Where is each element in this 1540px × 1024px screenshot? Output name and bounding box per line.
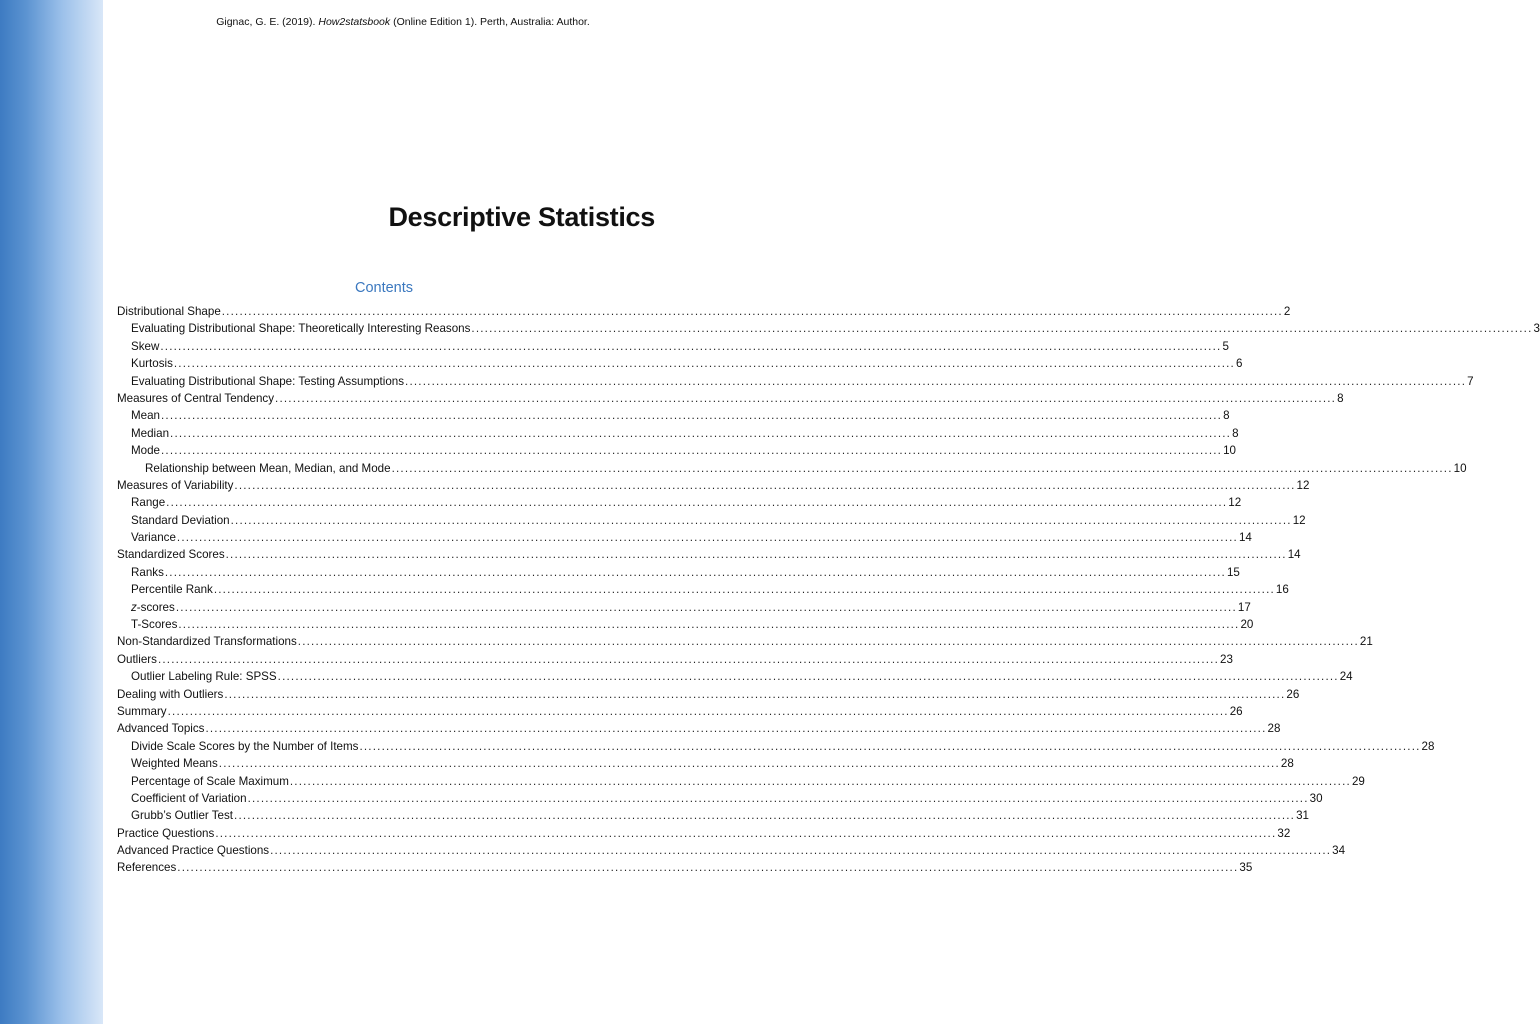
toc-entry-page: 24 bbox=[1339, 670, 1353, 684]
toc-dot-leader: ................................................................................................................................................................................................................................................ bbox=[289, 774, 1351, 788]
toc-entry-label: Evaluating Distributional Shape: Theoretically Interesting Reasons bbox=[131, 322, 471, 336]
toc-entry-label: Coefficient of Variation bbox=[131, 791, 247, 805]
toc-entry-label: Percentage of Scale Maximum bbox=[131, 774, 289, 788]
toc-entry-label: Non-Standardized Transformations bbox=[117, 635, 297, 649]
toc-entry-label: References bbox=[117, 861, 177, 875]
toc-entry-page: 31 bbox=[1296, 809, 1310, 823]
toc-entry[interactable] bbox=[117, 616, 1254, 633]
toc-entry-label: z-scores bbox=[131, 600, 175, 614]
toc-entry-page: 8 bbox=[1232, 426, 1239, 440]
decorative-side-band bbox=[0, 0, 103, 1024]
toc-dot-leader: ................................................................................................................................................................................................................................................ bbox=[161, 444, 1223, 458]
toc-entry-page: 20 bbox=[1240, 618, 1254, 632]
toc-entry[interactable] bbox=[117, 668, 1353, 685]
toc-dot-leader: ................................................................................................................................................................................................................................................ bbox=[176, 531, 1238, 545]
toc-dot-leader: ................................................................................................................................................................................................................................................ bbox=[213, 583, 1275, 597]
toc-entry-page: 14 bbox=[1238, 531, 1252, 545]
toc-entry-page: 8 bbox=[1337, 391, 1344, 405]
toc-dot-leader: ................................................................................................................................................................................................................................................ bbox=[270, 844, 1332, 858]
toc-dot-leader: ................................................................................................................................................................................................................................................ bbox=[164, 565, 1226, 579]
toc-entry[interactable] bbox=[117, 633, 1373, 650]
toc-entry[interactable] bbox=[117, 494, 1242, 511]
toc-entry[interactable] bbox=[117, 320, 1540, 337]
citation-suffix: (Online Edition 1). Perth, Australia: Author. bbox=[390, 16, 590, 28]
toc-entry-label: Dealing with Outliers bbox=[117, 687, 224, 701]
toc-dot-leader: ................................................................................................................................................................................................................................................ bbox=[160, 339, 1222, 353]
toc-entry-label: Weighted Means bbox=[131, 757, 218, 771]
citation-header bbox=[103, 16, 703, 28]
toc-dot-leader: ................................................................................................................................................................................................................................................ bbox=[277, 670, 1339, 684]
toc-entry-label: Percentile Rank bbox=[131, 583, 213, 597]
toc-entry[interactable] bbox=[117, 686, 1300, 703]
toc-entry-page: 14 bbox=[1287, 548, 1301, 562]
toc-entry-page: 28 bbox=[1280, 757, 1294, 771]
toc-entry[interactable] bbox=[117, 407, 1230, 424]
toc-entry[interactable] bbox=[117, 773, 1365, 790]
toc-entry-label: Ranks bbox=[131, 565, 164, 579]
toc-dot-leader: ................................................................................................................................................................................................................................................ bbox=[391, 461, 1453, 475]
toc-dot-leader: ................................................................................................................................................................................................................................................ bbox=[297, 635, 1359, 649]
toc-entry[interactable] bbox=[117, 425, 1239, 442]
citation-prefix: Gignac, G. E. (2019). bbox=[216, 16, 319, 28]
toc-entry-label: Summary bbox=[117, 704, 167, 718]
toc-entry[interactable] bbox=[117, 581, 1289, 598]
toc-dot-leader: ................................................................................................................................................................................................................................................ bbox=[157, 652, 1220, 666]
toc-entry-page: 12 bbox=[1296, 478, 1310, 492]
toc-entry[interactable] bbox=[117, 303, 1291, 320]
toc-entry[interactable] bbox=[117, 442, 1236, 459]
toc-entry-page: 21 bbox=[1359, 635, 1373, 649]
toc-entry-page: 28 bbox=[1421, 739, 1435, 753]
toc-entry-page: 5 bbox=[1222, 339, 1229, 353]
toc-entry-page: 15 bbox=[1226, 565, 1240, 579]
toc-entry-page: 12 bbox=[1292, 513, 1306, 527]
toc-entry-label: Measures of Variability bbox=[117, 478, 234, 492]
toc-entry[interactable] bbox=[117, 564, 1240, 581]
toc-entry-page: 10 bbox=[1453, 461, 1467, 475]
toc-entry-label: Grubb’s Outlier Test bbox=[131, 809, 234, 823]
toc-entry[interactable] bbox=[117, 842, 1346, 859]
toc-entry-label: Mean bbox=[131, 409, 161, 423]
toc-entry-label: Distributional Shape bbox=[117, 304, 221, 318]
toc-entry-page: 16 bbox=[1275, 583, 1289, 597]
toc-dot-leader: ................................................................................................................................................................................................................................................ bbox=[170, 426, 1232, 440]
toc-entry[interactable] bbox=[117, 807, 1310, 824]
toc-entry-page: 35 bbox=[1239, 861, 1253, 875]
toc-entry-label: Measures of Central Tendency bbox=[117, 391, 275, 405]
toc-entry[interactable] bbox=[117, 860, 1253, 877]
toc-entry[interactable] bbox=[117, 338, 1229, 355]
toc-entry[interactable] bbox=[117, 390, 1344, 407]
toc-entry-label: Outlier Labeling Rule: SPSS bbox=[131, 670, 277, 684]
toc-entry-page: 26 bbox=[1286, 687, 1300, 701]
toc-entry-page: 17 bbox=[1237, 600, 1251, 614]
citation-title: How2statsbook bbox=[318, 16, 391, 28]
toc-entry[interactable] bbox=[117, 373, 1474, 390]
toc-dot-leader: ................................................................................................................................................................................................................................................ bbox=[471, 322, 1533, 336]
toc-dot-leader: ................................................................................................................................................................................................................................................ bbox=[359, 739, 1421, 753]
toc-entry-label: Variance bbox=[131, 531, 176, 545]
toc-entry-page: 34 bbox=[1332, 844, 1346, 858]
toc-entry[interactable] bbox=[117, 477, 1310, 494]
table-of-contents bbox=[117, 303, 1540, 877]
toc-entry-label: Relationship between Mean, Median, and Mode bbox=[145, 461, 391, 475]
toc-entry-label: Advanced Practice Questions bbox=[117, 844, 270, 858]
toc-dot-leader: ................................................................................................................................................................................................................................................ bbox=[230, 513, 1292, 527]
toc-dot-leader: ................................................................................................................................................................................................................................................ bbox=[218, 757, 1280, 771]
toc-entry[interactable] bbox=[117, 529, 1252, 546]
toc-entry-page: 30 bbox=[1309, 791, 1323, 805]
toc-dot-leader: ................................................................................................................................................................................................................................................ bbox=[177, 861, 1239, 875]
toc-dot-leader: ................................................................................................................................................................................................................................................ bbox=[275, 391, 1337, 405]
toc-dot-leader: ................................................................................................................................................................................................................................................ bbox=[166, 496, 1228, 510]
toc-dot-leader: ................................................................................................................................................................................................................................................ bbox=[178, 618, 1240, 632]
toc-entry-page: 23 bbox=[1220, 652, 1233, 666]
toc-entry-label: Standard Deviation bbox=[131, 513, 230, 527]
toc-entry[interactable] bbox=[117, 651, 1233, 668]
toc-entry-label: Range bbox=[131, 496, 166, 510]
toc-entry[interactable] bbox=[117, 546, 1301, 563]
toc-entry-page: 7 bbox=[1467, 374, 1474, 388]
toc-entry[interactable] bbox=[117, 703, 1243, 720]
toc-entry[interactable] bbox=[117, 738, 1435, 755]
toc-entry-page: 8 bbox=[1223, 409, 1230, 423]
toc-dot-leader: ................................................................................................................................................................................................................................................ bbox=[234, 478, 1296, 492]
toc-entry[interactable] bbox=[117, 460, 1467, 477]
toc-dot-leader: ................................................................................................................................................................................................................................................ bbox=[161, 409, 1223, 423]
toc-entry-page: 28 bbox=[1267, 722, 1281, 736]
toc-entry-page: 2 bbox=[1283, 304, 1291, 318]
toc-entry-page: 32 bbox=[1277, 826, 1291, 840]
toc-entry[interactable] bbox=[117, 599, 1251, 616]
toc-entry-label: Outliers bbox=[117, 652, 157, 666]
toc-entry-page: 29 bbox=[1351, 774, 1365, 788]
toc-entry[interactable] bbox=[117, 720, 1281, 737]
toc-entry[interactable] bbox=[117, 512, 1306, 529]
toc-dot-leader: ................................................................................................................................................................................................................................................ bbox=[175, 600, 1237, 614]
toc-entry-label: Median bbox=[131, 426, 170, 440]
toc-entry[interactable] bbox=[117, 355, 1243, 372]
toc-dot-leader: ................................................................................................................................................................................................................................................ bbox=[234, 809, 1296, 823]
toc-dot-leader: ................................................................................................................................................................................................................................................ bbox=[224, 687, 1286, 701]
toc-entry-label: Skew bbox=[131, 339, 160, 353]
toc-entry-label: Evaluating Distributional Shape: Testing Assumptions bbox=[131, 374, 405, 388]
toc-entry-label: Standardized Scores bbox=[117, 548, 225, 562]
toc-dot-leader: ................................................................................................................................................................................................................................................ bbox=[215, 826, 1277, 840]
toc-entry[interactable] bbox=[117, 825, 1291, 842]
contents-heading: Contents bbox=[354, 280, 414, 296]
toc-entry-page: 6 bbox=[1235, 357, 1243, 371]
page-title: Descriptive Statistics bbox=[388, 202, 655, 232]
toc-entry-label: T-Scores bbox=[131, 618, 178, 632]
toc-entry[interactable] bbox=[117, 790, 1323, 807]
toc-dot-leader: ................................................................................................................................................................................................................................................ bbox=[205, 722, 1267, 736]
toc-dot-leader: ................................................................................................................................................................................................................................................ bbox=[173, 357, 1235, 371]
toc-entry-page: 10 bbox=[1223, 444, 1236, 458]
toc-entry-page: 3 bbox=[1533, 322, 1540, 336]
toc-entry[interactable] bbox=[117, 755, 1294, 772]
toc-entry-label: Advanced Topics bbox=[117, 722, 205, 736]
toc-entry-label: Practice Questions bbox=[117, 826, 215, 840]
toc-dot-leader: ................................................................................................................................................................................................................................................ bbox=[167, 704, 1229, 718]
toc-entry-label: Divide Scale Scores by the Number of Items bbox=[131, 739, 359, 753]
toc-dot-leader: ................................................................................................................................................................................................................................................ bbox=[405, 374, 1467, 388]
toc-dot-leader: ................................................................................................................................................................................................................................................ bbox=[221, 304, 1283, 318]
toc-entry-label: Kurtosis bbox=[131, 357, 173, 371]
toc-entry-label: Mode bbox=[131, 444, 161, 458]
toc-entry-page: 12 bbox=[1228, 496, 1242, 510]
toc-dot-leader: ................................................................................................................................................................................................................................................ bbox=[225, 548, 1287, 562]
toc-dot-leader: ................................................................................................................................................................................................................................................ bbox=[247, 791, 1309, 805]
toc-entry-page: 26 bbox=[1229, 704, 1243, 718]
